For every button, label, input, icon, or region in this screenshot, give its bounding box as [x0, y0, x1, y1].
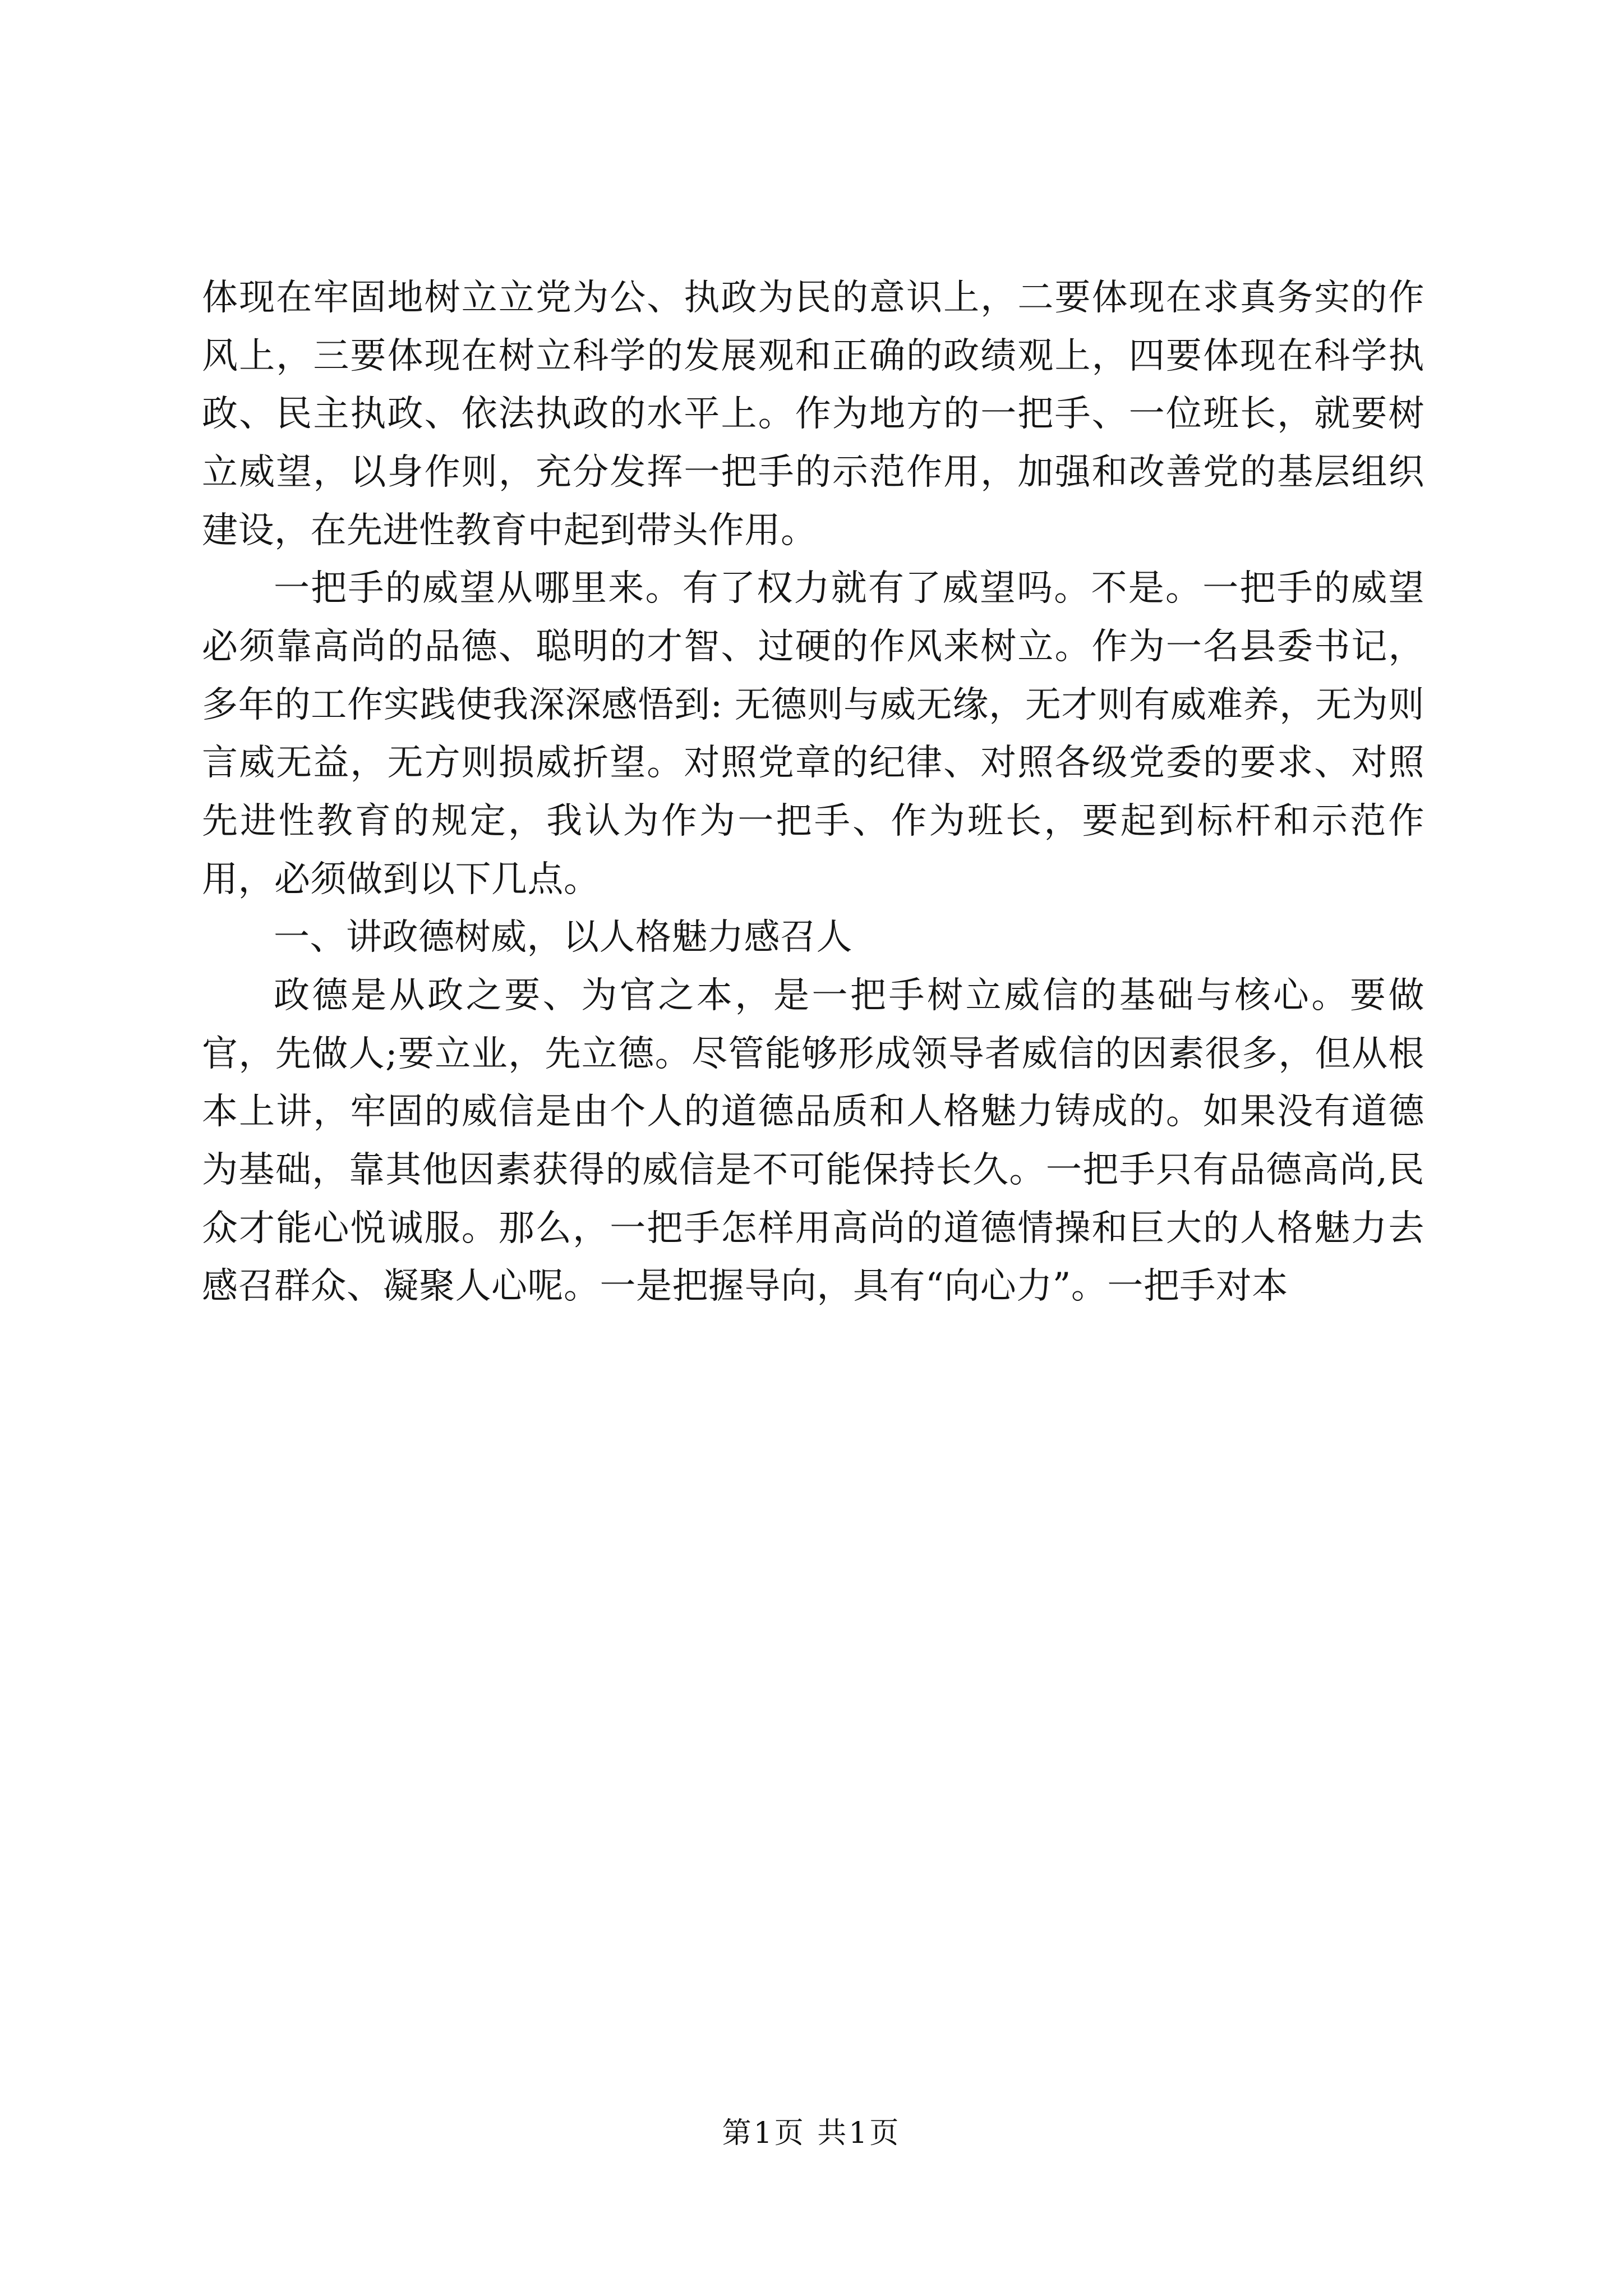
paragraph-2: 一把手的威望从哪里来。有了权力就有了威望吗。不是。一把手的威望必须靠高尚的品德、聪明的才智、过硬的作风来树立。作为一名县委书记，多年的工作实践使我深深感悟到: 无德则与威无缘，无才则有威难养，无为则言威无益，无方则损威折望。对照党章的纪律、对照各级党委的要求、对照先进性教育的规定，我认为作为一把手、作为班长，要起到标杆和示范作用，必须做到以下几点。 [202, 568, 1424, 900]
document-body [202, 269, 1424, 1316]
paragraph-heading-1: 一、讲政德树威，以人格魅力感召人 [274, 917, 852, 959]
paragraph-3: 政德是从政之要、为官之本，是一把手树立威信的基础与核心。要做官，先做人;要立业，先立德。尽管能够形成领导者威信的因素很多，但从根本上讲，牢固的威信是由个人的道德品质和人格魅力铸成的。如果没有道德为基础，靠其他因素获得的威信是不可能保持长久。一把手只有品德高尚,民众才能心悦诚服。那么，一把手怎样用高尚的道德情操和巨大的人格魅力去感召群众、凝聚人心呢。一是把握导向，具有“向心力”。一把手对本 [202, 975, 1424, 1308]
paragraph-1: 体现在牢固地树立立党为公、执政为民的意识上，二要体现在求真务实的作风上，三要体现在树立科学的发展观和正确的政绩观上，四要体现在科学执政、民主执政、依法执政的水平上。作为地方的一把手、一位班长，就要树立威望，以身作则，充分发挥一把手的示范作用，加强和改善党的基层组织建设，在先进性教育中起到带头作用。 [202, 277, 1424, 551]
page-footer: 第1页 共1页 [722, 2116, 901, 2150]
